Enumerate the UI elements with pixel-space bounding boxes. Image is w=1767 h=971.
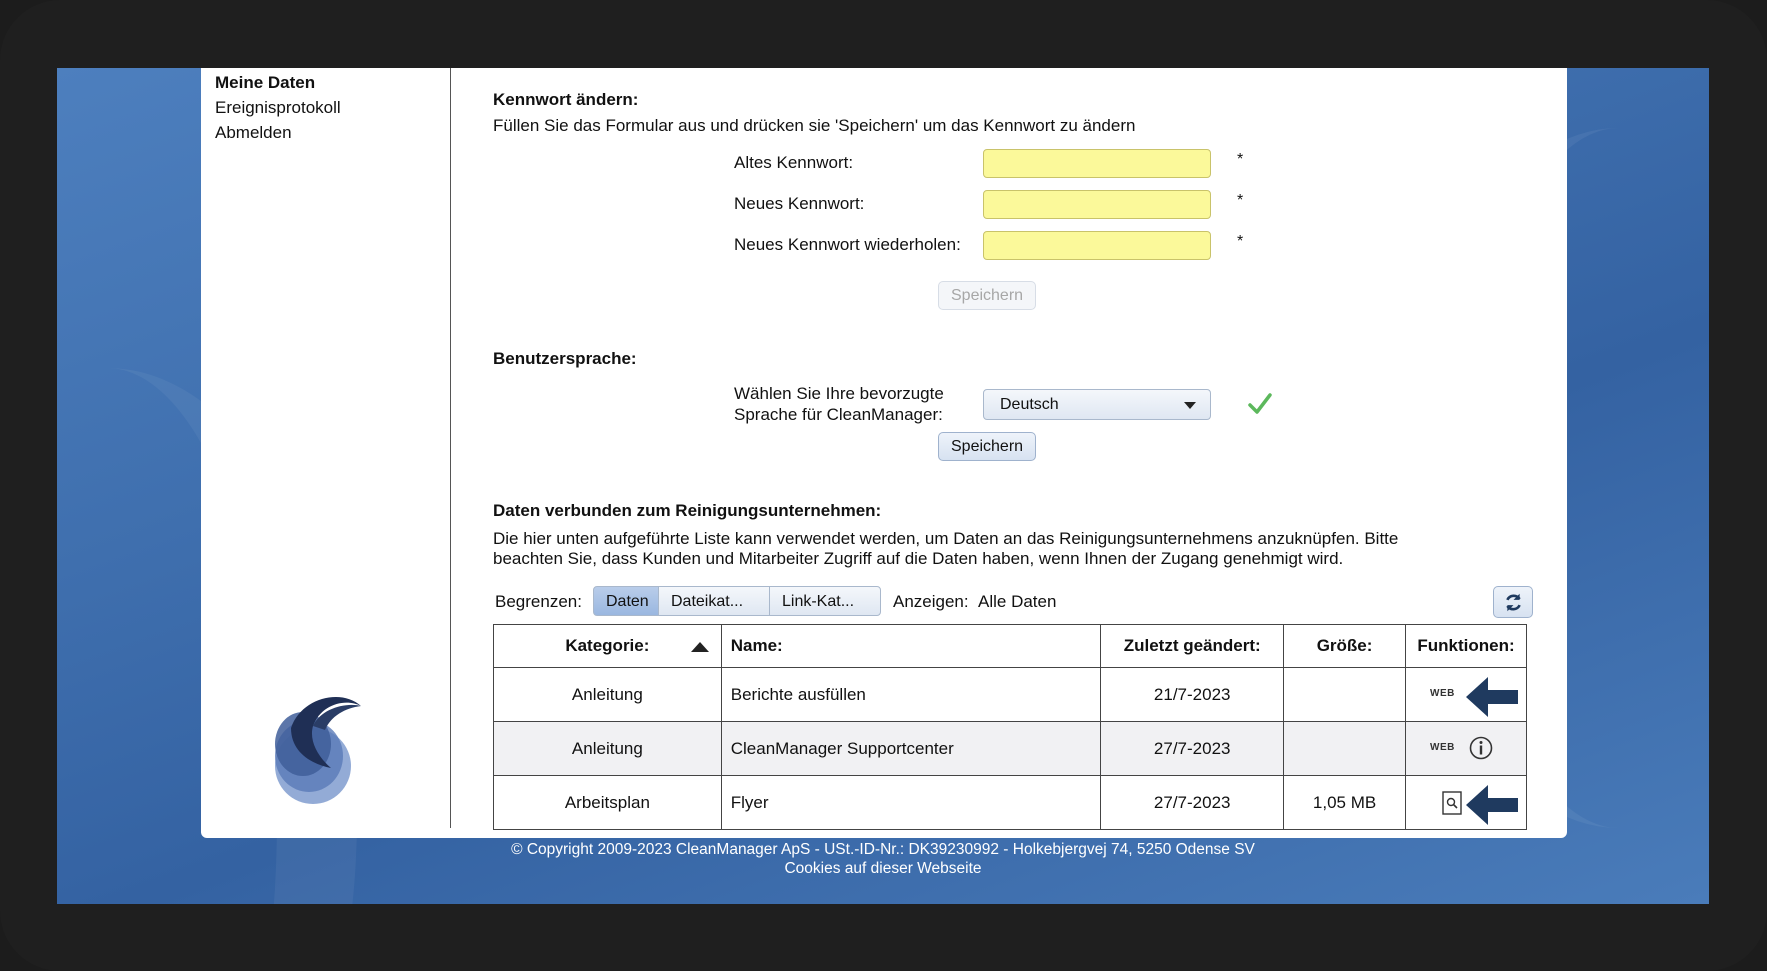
old-password-label: Altes Kennwort: — [734, 153, 854, 172]
document-search-icon[interactable] — [1442, 791, 1462, 815]
cell-kategorie: Anleitung — [494, 668, 722, 722]
new-password-input[interactable] — [983, 190, 1211, 219]
check-icon — [1247, 392, 1273, 416]
sort-up-icon — [691, 642, 709, 652]
cell-size — [1284, 668, 1406, 722]
required-mark: * — [1237, 151, 1244, 168]
table-row[interactable] — [494, 722, 1527, 776]
filter-bar — [493, 586, 1533, 618]
save-language-button[interactable]: Speichern — [938, 432, 1036, 461]
language-select[interactable] — [983, 389, 1211, 420]
column-header-date[interactable]: Zuletzt geändert: — [1101, 625, 1284, 668]
required-mark: * — [1237, 192, 1244, 209]
cell-name[interactable]: Flyer — [721, 776, 1101, 830]
column-header-size[interactable]: Größe: — [1284, 625, 1406, 668]
show-value[interactable]: Alle Daten — [978, 592, 1057, 611]
sidebar-item-ereignisprotokoll[interactable]: Ereignisprotokoll — [215, 98, 341, 117]
linked-data-section-title: Daten verbunden zum Reinigungsunternehmen: — [493, 501, 882, 520]
web-link-icon[interactable]: WEB — [1430, 742, 1455, 753]
cell-kategorie: Anleitung — [494, 722, 722, 776]
table-header-row — [494, 625, 1527, 668]
language-select-value: Deutsch — [1000, 396, 1059, 413]
sidebar — [201, 68, 451, 828]
refresh-button[interactable] — [1493, 586, 1533, 618]
column-header-label: Kategorie: — [565, 636, 650, 655]
password-section-title: Kennwort ändern: — [493, 90, 639, 109]
data-table — [493, 624, 1527, 830]
filter-tab-daten[interactable]: Daten — [593, 586, 659, 616]
footer-cookies-link[interactable]: Cookies auf dieser Webseite — [784, 860, 982, 877]
repeat-password-label: Neues Kennwort wiederholen: — [734, 235, 961, 254]
refresh-icon — [1503, 592, 1524, 613]
repeat-password-input[interactable] — [983, 231, 1211, 260]
language-label-line1: Wählen Sie Ihre bevorzugte — [734, 384, 944, 403]
cell-date: 27/7-2023 — [1101, 776, 1284, 830]
new-password-label: Neues Kennwort: — [734, 194, 865, 213]
linked-data-description-line1: Die hier unten aufgeführte Liste kann verwendet werden, um Daten an das Reinigungsunternehmens anzuknüpfen. Bitte — [493, 529, 1399, 548]
cell-functions — [1406, 668, 1527, 722]
content-area — [491, 68, 1551, 838]
cell-date: 27/7-2023 — [1101, 722, 1284, 776]
info-icon[interactable] — [1468, 735, 1494, 761]
show-label: Anzeigen: — [893, 592, 969, 611]
filter-tab-dateikategorie[interactable]: Dateikat... — [658, 586, 770, 616]
arrow-left-icon — [1464, 675, 1520, 719]
language-section-title: Benutzersprache: — [493, 349, 637, 368]
screen — [57, 68, 1709, 904]
cell-date: 21/7-2023 — [1101, 668, 1284, 722]
column-header-functions: Funktionen: — [1406, 625, 1527, 668]
cell-functions — [1406, 776, 1527, 830]
arrow-left-icon — [1464, 783, 1520, 827]
language-label-line2: Sprache für CleanManager: — [734, 405, 943, 424]
table-row[interactable] — [494, 668, 1527, 722]
footer-copyright: © Copyright 2009-2023 CleanManager ApS - USt.-ID-Nr.: DK39230992 - Holkebjergvej 74, 5250 Odense SV — [511, 841, 1255, 858]
column-header-name[interactable]: Name: — [721, 625, 1101, 668]
chevron-down-icon — [1184, 402, 1196, 409]
linked-data-description-line2: beachten Sie, dass Kunden und Mitarbeiter Zugriff auf die Daten haben, wenn Ihnen der Zugang genehmigt wird. — [493, 549, 1344, 568]
filter-tab-linkkategorie[interactable]: Link-Kat... — [769, 586, 881, 616]
logo-swoosh-icon — [251, 668, 401, 818]
cell-functions — [1406, 722, 1527, 776]
cell-kategorie: Arbeitsplan — [494, 776, 722, 830]
old-password-input[interactable] — [983, 149, 1211, 178]
cell-size — [1284, 722, 1406, 776]
save-password-button[interactable]: Speichern — [938, 281, 1036, 310]
web-link-icon[interactable]: WEB — [1430, 688, 1455, 699]
filter-label: Begrenzen: — [495, 592, 582, 611]
main-panel — [201, 68, 1567, 838]
cell-size: 1,05 MB — [1284, 776, 1406, 830]
cell-name[interactable]: Berichte ausfüllen — [721, 668, 1101, 722]
table-row[interactable] — [494, 776, 1527, 830]
sidebar-item-abmelden[interactable]: Abmelden — [215, 123, 292, 142]
sidebar-item-meine-daten[interactable]: Meine Daten — [215, 73, 316, 92]
password-description: Füllen Sie das Formular aus und drücken sie 'Speichern' um das Kennwort zu ändern — [493, 116, 1136, 135]
cell-name[interactable]: CleanManager Supportcenter — [721, 722, 1101, 776]
required-mark: * — [1237, 233, 1244, 250]
column-header-kategorie[interactable] — [494, 625, 722, 668]
